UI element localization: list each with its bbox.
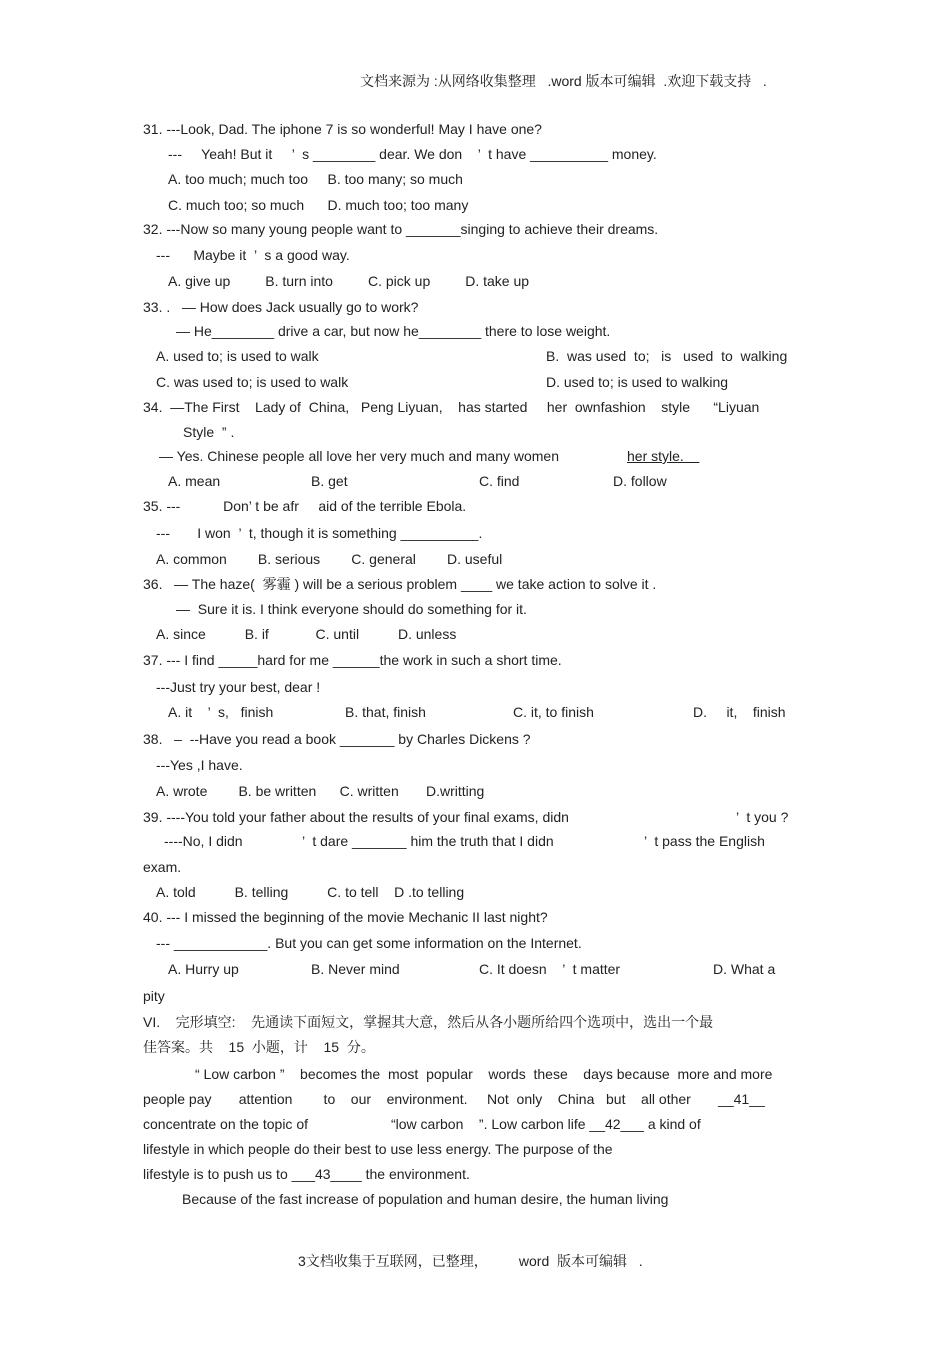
q34-option-b: B. get bbox=[311, 473, 348, 489]
q40-stem: 40. --- I missed the beginning of the movie Mechanic II last night? bbox=[143, 909, 548, 925]
q33-option-d: D. used to; is used to walking bbox=[546, 374, 729, 390]
q31-reply: --- Yeah! But it ’ s ________ dear. We don ’ t have __________ money. bbox=[168, 146, 657, 162]
q34-option-a: A. mean bbox=[168, 473, 221, 489]
q40-option-a: A. Hurry up bbox=[168, 961, 239, 977]
q35-options: A. common B. serious C. general D. useful bbox=[156, 551, 503, 567]
q36-reply: — Sure it is. I think everyone should do something for it. bbox=[176, 601, 527, 617]
q39-reply-part1: ----No, I didn bbox=[164, 833, 243, 849]
q34-reply-end: her style. bbox=[627, 448, 700, 464]
q36-stem: 36. — The haze( 雾霾 ) will be a serious problem ____ we take action to solve it . bbox=[143, 576, 657, 592]
q39-options: A. told B. telling C. to tell D .to telling bbox=[156, 884, 465, 900]
q39-reply-part3: ’ t pass the English bbox=[644, 833, 765, 849]
passage-line-2: people pay attention to our environment. Not only China but all other __41__ bbox=[143, 1091, 765, 1107]
q40-option-d-wrap: pity bbox=[143, 988, 165, 1004]
q31-options-cd: C. much too; so much D. much too; too many bbox=[168, 197, 469, 213]
q40-option-d: D. What a bbox=[713, 961, 776, 977]
q34-stem: 34. —The First Lady of China, Peng Liyuan, has started her ownfashion style “Liyuan bbox=[143, 399, 760, 415]
q34-option-d: D. follow bbox=[613, 473, 667, 489]
q39-stem: 39. ----You told your father about the results of your final exams, didn bbox=[143, 809, 569, 825]
q40-reply: --- ____________. But you can get some information on the Internet. bbox=[156, 935, 582, 951]
q36-options: A. since B. if C. until D. unless bbox=[156, 626, 457, 642]
q39-stem-end: ’ t you ? bbox=[736, 809, 789, 825]
q38-options: A. wrote B. be written C. written D.writting bbox=[156, 783, 485, 799]
q39-reply-part2: ’ t dare _______ him the truth that I didn bbox=[302, 833, 554, 849]
q37-reply: ---Just try your best, dear ! bbox=[156, 679, 321, 695]
q37-stem: 37. --- I find _____hard for me ______the work in such a short time. bbox=[143, 652, 562, 668]
passage-line-3b: “low carbon ”. Low carbon life __42___ a kind of bbox=[391, 1116, 701, 1132]
page-footer: 3文档收集于互联网，已整理， word 版本可编辑 . bbox=[298, 1253, 643, 1269]
section-6-instructions-wrap: 佳答案。共 15 小题，计 15 分。 bbox=[143, 1039, 375, 1055]
q37-option-c: C. it, to finish bbox=[513, 704, 594, 720]
q32-reply: --- Maybe it ’ s a good way. bbox=[156, 247, 350, 263]
section-6-instructions: VI. 完形填空: 先通读下面短文，掌握其大意，然后从各小题所给四个选项中，选出一个最 bbox=[143, 1014, 714, 1030]
page-header: 文档来源为 :从网络收集整理 .word 版本可编辑 .欢迎下载支持 . bbox=[360, 73, 767, 89]
q33-option-b: B. was used to; is used to walking bbox=[546, 348, 788, 364]
q35-stem: 35. --- Don’ t be afr aid of the terrible Ebola. bbox=[143, 498, 467, 514]
q34-stem-wrap: Style ” . bbox=[183, 424, 235, 440]
passage-paragraph-2: Because of the fast increase of population and human desire, the human living bbox=[182, 1191, 669, 1207]
passage-line-1: “ Low carbon ” becomes the most popular words these days because more and more bbox=[195, 1066, 773, 1082]
passage-line-5: lifestyle is to push us to ___43____ the environment. bbox=[143, 1166, 470, 1182]
q32-stem: 32. ---Now so many young people want to _______singing to achieve their dreams. bbox=[143, 221, 659, 237]
q31-options-ab: A. too much; much too B. too many; so much bbox=[168, 171, 463, 187]
q39-reply-wrap: exam. bbox=[143, 859, 182, 875]
q31-stem: 31. ---Look, Dad. The iphone 7 is so wonderful! May I have one? bbox=[143, 121, 542, 137]
q33-option-a: A. used to; is used to walk bbox=[156, 348, 319, 364]
q37-option-a: A. it ’ s, finish bbox=[168, 704, 274, 720]
q34-reply: — Yes. Chinese people all love her very much and many women bbox=[159, 448, 559, 464]
q38-stem: 38. – --Have you read a book _______ by Charles Dickens ? bbox=[143, 731, 531, 747]
q34-option-c: C. find bbox=[479, 473, 520, 489]
q35-reply: --- I won ’ t, though it is something __________. bbox=[156, 525, 483, 541]
q33-stem: 33. . — How does Jack usually go to work? bbox=[143, 299, 419, 315]
q40-option-b: B. Never mind bbox=[311, 961, 400, 977]
passage-line-4: lifestyle in which people do their best to use less energy. The purpose of the bbox=[143, 1141, 613, 1157]
q37-option-d: D. it, finish bbox=[693, 704, 786, 720]
q32-options: A. give up B. turn into C. pick up D. take up bbox=[168, 273, 530, 289]
passage-line-3a: concentrate on the topic of bbox=[143, 1116, 308, 1132]
q37-option-b: B. that, finish bbox=[345, 704, 426, 720]
q40-option-c: C. It doesn ’ t matter bbox=[479, 961, 621, 977]
q33-option-c: C. was used to; is used to walk bbox=[156, 374, 349, 390]
q38-reply: ---Yes ,I have. bbox=[156, 757, 243, 773]
q33-reply: — He________ drive a car, but now he________ there to lose weight. bbox=[176, 323, 611, 339]
